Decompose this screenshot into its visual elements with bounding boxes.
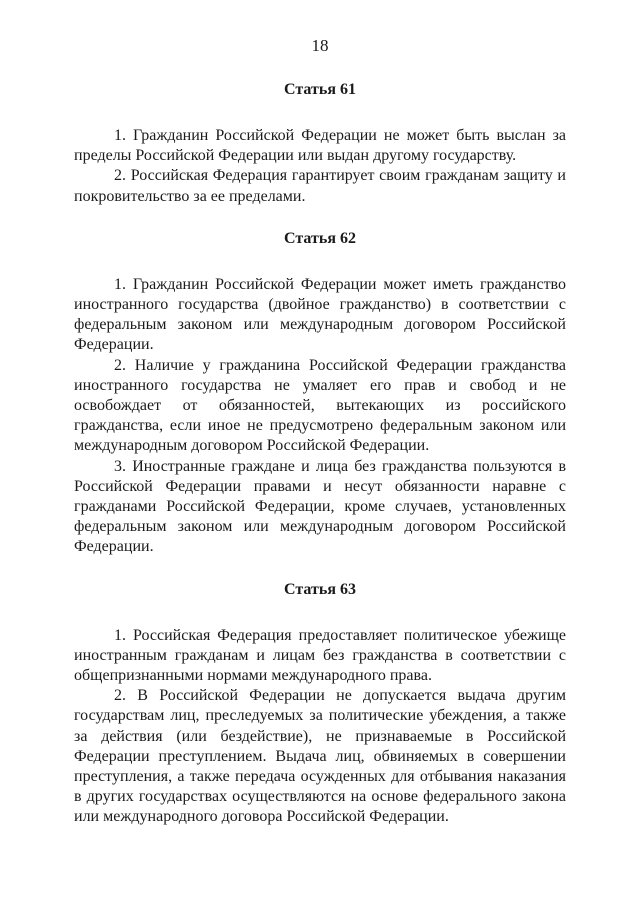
article-61: [74, 80, 566, 207]
article-paragraph: 3. Иностранные граждане и лица без гражданства пользуются в Российской Федерации правами и несут обязанности наравне с гражданами Российской Федерации, кроме случаев, установленных федеральным законом или международным договором Российской Федерации.: [74, 457, 566, 556]
article-paragraph: 2. Российская Федерация гарантирует своим гражданам защиту и покровительство за ее пределами.: [74, 167, 566, 205]
article-paragraph: 1. Гражданин Российской Федерации не может быть выслан за пределы Российской Федерации или выдан другому государству.: [74, 127, 566, 165]
page-number: 18: [311, 36, 329, 55]
article-62: [74, 229, 566, 558]
article-paragraph: 1. Гражданин Российской Федерации может иметь гражданство иностранного государства (двойное гражданство) в соответствии с федеральным законом или международным договором Российской Федерации.: [74, 275, 566, 354]
article-title: Статья 63: [284, 580, 356, 598]
article-paragraph: 2. Наличие у гражданина Российской Федерации гражданства иностранного государства не умаляет его прав и свобод и не освобождает от обязанностей, вытекающих из российского гражданства, если иное не предусмотрено федеральным законом или международным договором Российской Федерации.: [74, 356, 566, 455]
article-paragraph: 1. Российская Федерация предоставляет политическое убежище иностранным гражданам и лицам без гражданства в соответствии с общепризнанными нормами международного права.: [74, 626, 566, 685]
article-63: [74, 580, 566, 828]
article-paragraph: 2. В Российской Федерации не допускается выдача другим государствам лиц, преследуемых за политические убеждения, а также за действия (или бездействие), не признаваемые в Российской Федерации преступлением. Выдача лиц, обвиняемых в совершении преступления, а также передача осужденных для отбывания наказания в других государствах осуществляются на основе федерального закона или международного договора Российской Федерации.: [74, 687, 566, 826]
article-title: Статья 62: [284, 229, 356, 247]
document-body: [74, 80, 566, 828]
article-title: Статья 61: [284, 81, 356, 98]
